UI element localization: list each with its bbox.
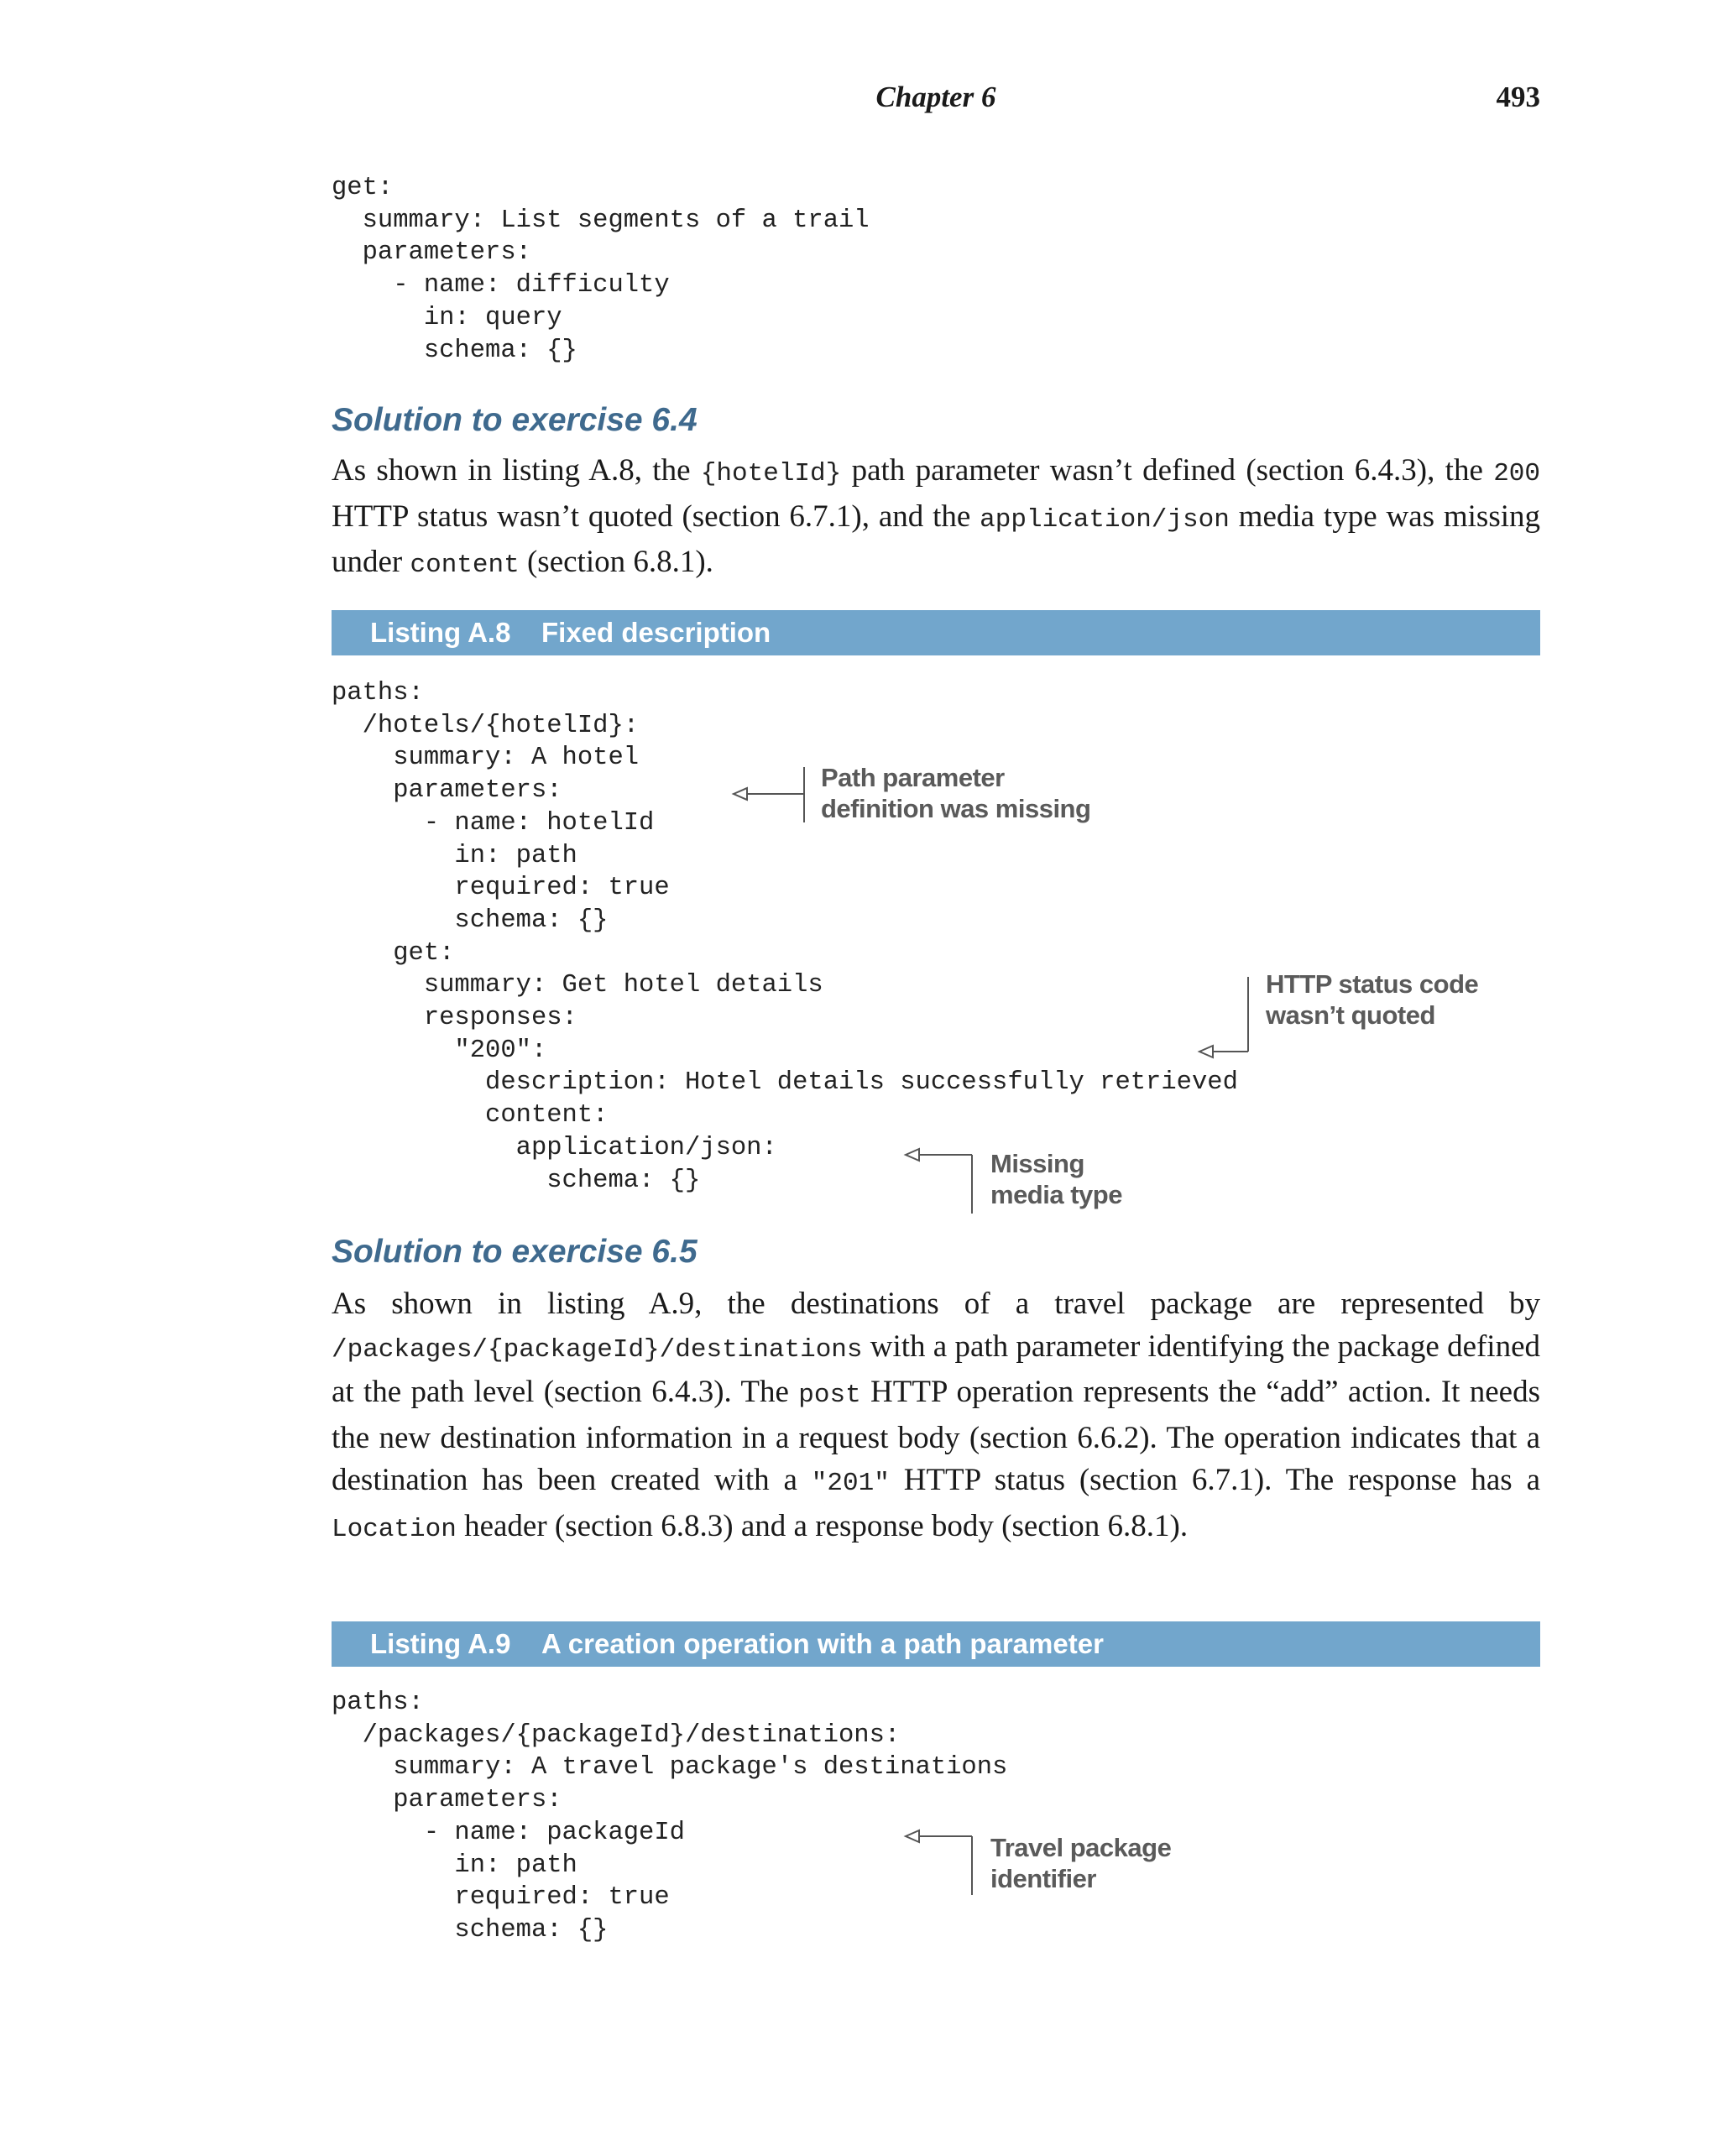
chapter-label: Chapter 6: [875, 81, 996, 113]
text-run: header (section 6.8.3) and a response body (section 6.8.1).: [456, 1508, 1189, 1543]
inline-code: content: [410, 551, 520, 580]
listing-title: Fixed description: [541, 617, 771, 648]
inline-code: /packages/{packageId}/destinations: [332, 1334, 863, 1365]
text-run: HTTP operation represents the “add” action. It needs the new destination information in a request body (section 6.6.2). The operation indicates that a destination has been created with a: [332, 1375, 1541, 1497]
section-heading-6-5: Solution to exercise 6.5: [332, 1234, 698, 1270]
annotation-line: identifier: [990, 1864, 1096, 1893]
listing-title: A creation operation with a path parameter: [541, 1628, 1104, 1659]
annotation-line: wasn’t quoted: [1266, 1000, 1435, 1030]
inline-code: application/json: [980, 504, 1230, 535]
inline-code: {hotelId}: [700, 459, 842, 488]
inline-code: post: [798, 1381, 861, 1410]
text-run: (section 6.8.1).: [519, 545, 713, 579]
code-block-listing-a9: paths: /packages/{packageId}/destinations: summary: A travel package's destinations parameters: - name: packageId in: path required: true schema: {}: [332, 1689, 1008, 1945]
text-run: media type was missing under: [332, 499, 1540, 579]
annotation-line: definition was missing: [821, 794, 1091, 823]
inline-code: "201": [811, 1469, 890, 1498]
inline-code: 200: [1493, 459, 1540, 488]
inline-code: Location: [332, 1514, 457, 1544]
text-run: path parameter wasn’t defined (section 6.4.3), the: [841, 453, 1494, 488]
code-block-listing-a8: paths: /hotels/{hotelId}: summary: A hotel parameters: - name: hotelId in: path required: true schema: {} get: summary: Get hotel details responses: "200": description: Hotel details successfully retrieved content: application/json: schema: {}: [332, 679, 1238, 1195]
text-run: HTTP status (section 6.7.1). The response has a: [889, 1463, 1540, 1497]
section-heading-6-4: Solution to exercise 6.4: [332, 402, 698, 438]
annotation-line: HTTP status code: [1266, 969, 1479, 999]
text-run: HTTP status wasn’t quoted (section 6.7.1), and the: [332, 499, 980, 534]
text-run: As shown in listing A.8, the: [332, 453, 701, 488]
annotation-line: media type: [990, 1180, 1122, 1209]
callout-arrowhead-package: [906, 1830, 919, 1842]
listing-number: Listing A.8: [370, 617, 511, 648]
callout-arrowhead-status: [1199, 1046, 1213, 1057]
annotation-line: Travel package: [990, 1833, 1172, 1862]
annotation-line: Missing: [990, 1149, 1084, 1178]
listing-number: Listing A.9: [370, 1628, 511, 1659]
page-number: 493: [1496, 81, 1540, 113]
callout-arrowhead-path-param: [734, 788, 747, 800]
code-block-top: get: summary: List segments of a trail parameters: - name: difficulty in: query schema: {}: [332, 174, 870, 365]
callout-arrowhead-media: [906, 1149, 919, 1161]
text-run: with a path parameter identifying the package defined at the path level (section 6.4.3). The: [332, 1329, 1541, 1409]
text-run: As shown in listing A.9, the destinations of a travel package are represented by: [332, 1287, 1540, 1321]
annotation-line: Path parameter: [821, 763, 1005, 792]
